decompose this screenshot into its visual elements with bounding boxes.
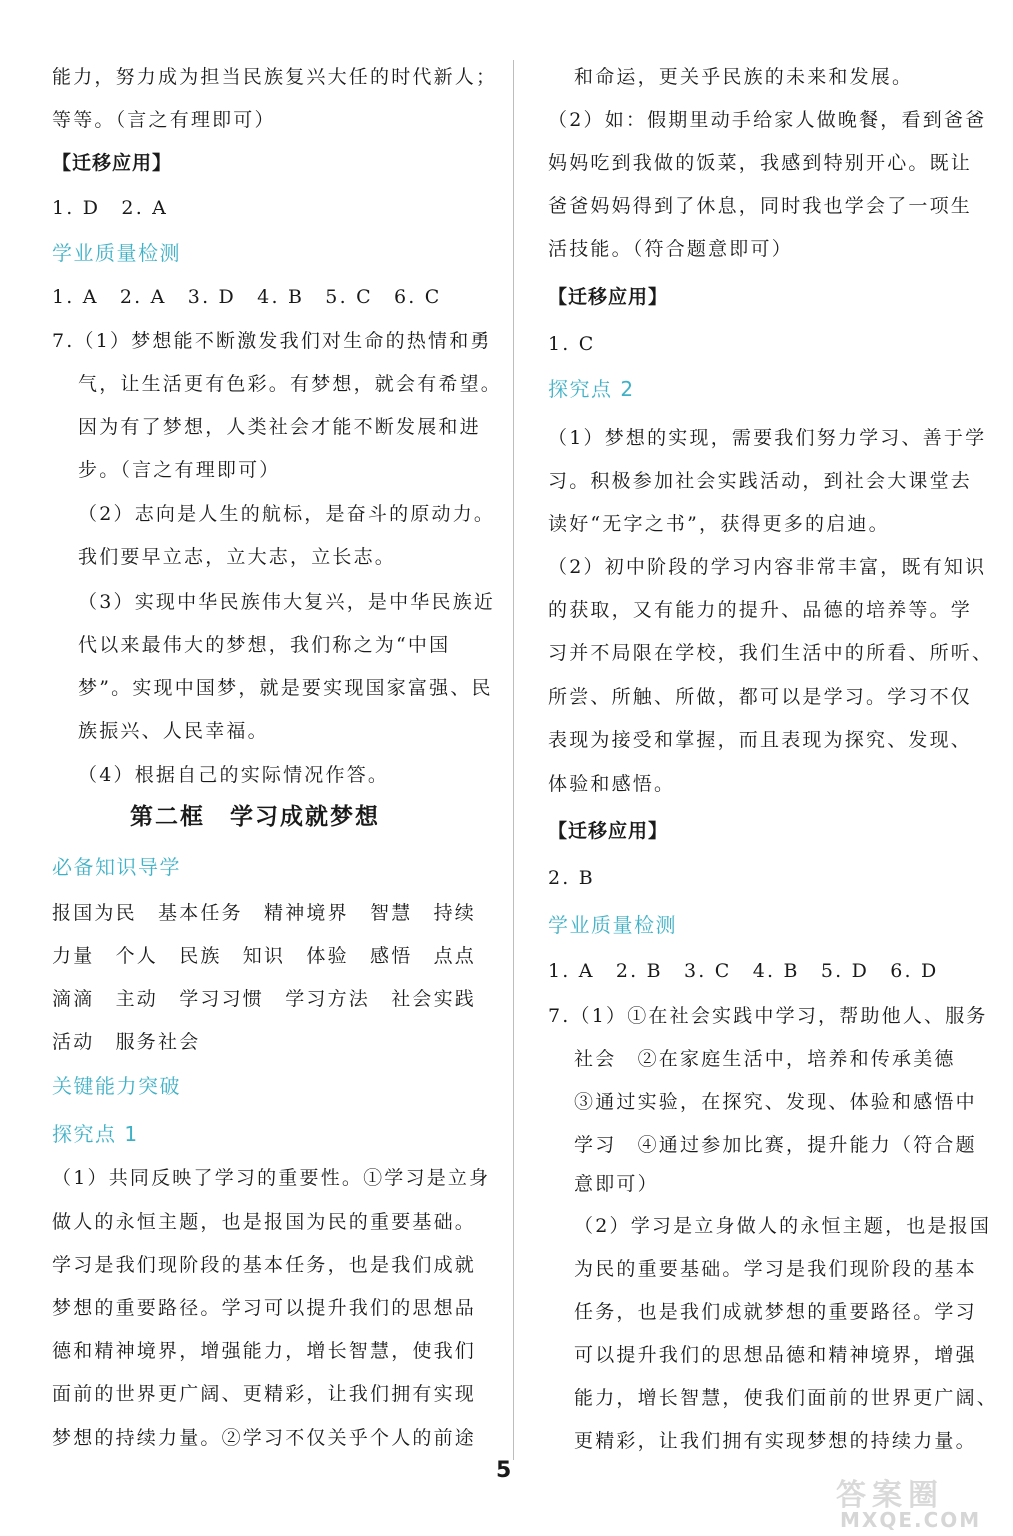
- text-line: 和命运，更关乎民族的未来和发展。: [574, 66, 914, 88]
- watermark-logo: [826, 1470, 1006, 1532]
- answer-line: 1. A 2. B 3. C 4. B 5. D 6. D: [548, 960, 939, 982]
- text-line: 代以来最伟大的梦想，我们称之为“中国: [78, 634, 451, 656]
- section-quality-test: 学业质量检测: [548, 913, 677, 937]
- text-line: 习。积极参加社会实践活动，到社会大课堂去: [548, 470, 973, 492]
- text-line: 学习 ④通过参加比赛，提升能力（符合题: [574, 1134, 977, 1156]
- text-line: 我们要早立志，立大志，立长志。: [78, 546, 397, 568]
- text-line: 的获取，又有能力的提升、品德的培养等。学: [548, 599, 973, 621]
- text-line: 因为有了梦想，人类社会才能不断发展和进: [78, 416, 481, 438]
- text-line: 活技能。（符合题意即可）: [548, 238, 793, 260]
- text-line: ③通过实验，在探究、发现、体验和感悟中: [574, 1091, 977, 1113]
- text-line: 体验和感悟。: [548, 773, 676, 795]
- lesson-title: 第二框 学习成就梦想: [130, 804, 380, 830]
- text-line: （2）志向是人生的航标，是奋斗的原动力。: [78, 503, 496, 525]
- text-line: 7.（1）梦想能不断激发我们对生命的热情和勇: [52, 330, 492, 352]
- column-divider: [513, 60, 514, 1460]
- text-line: 等等。（言之有理即可）: [52, 109, 276, 131]
- text-line: 社会 ②在家庭生活中，培养和传承美德: [574, 1048, 956, 1070]
- section-inquiry-point-1: 探究点 1: [52, 1122, 139, 1146]
- text-line: 意即可）: [574, 1173, 659, 1195]
- keyword-line: 滴滴 主动 学习习惯 学习方法 社会实践: [52, 988, 477, 1010]
- text-line: 做人的永恒主题，也是报国为民的重要基础。: [52, 1211, 477, 1233]
- keyword-line: 活动 服务社会: [52, 1031, 201, 1053]
- text-line: 读好“无字之书”，获得更多的启迪。: [548, 513, 890, 535]
- text-line: （1）共同反映了学习的重要性。①学习是立身: [52, 1167, 491, 1189]
- text-line: 爸爸妈妈得到了休息，同时我也学会了一项生: [548, 195, 973, 217]
- text-line: 任务，也是我们成就梦想的重要路径。学习: [574, 1301, 977, 1323]
- text-line: （2）如：假期里动手给家人做晚餐，看到爸爸: [548, 109, 987, 131]
- text-line: 能力，努力成为担当民族复兴大任的时代新人；: [52, 66, 498, 88]
- text-line: （4）根据自己的实际情况作答。: [78, 764, 390, 786]
- text-line: 梦想的重要路径。学习可以提升我们的思想品: [52, 1297, 477, 1319]
- text-line: 梦想的持续力量。②学习不仅关乎个人的前途: [52, 1427, 477, 1449]
- text-line: 更精彩，让我们拥有实现梦想的持续力量。: [574, 1430, 977, 1452]
- text-line: （2）学习是立身做人的永恒主题，也是报国: [574, 1215, 992, 1237]
- text-line: 为民的重要基础。学习是我们现阶段的基本: [574, 1258, 977, 1280]
- answer-line: 1. A 2. A 3. D 4. B 5. C 6. C: [52, 286, 442, 308]
- text-line: 可以提升我们的思想品德和精神境界，增强: [574, 1344, 977, 1366]
- text-line: （1）梦想的实现，需要我们努力学习、善于学: [548, 427, 987, 449]
- section-quality-test: 学业质量检测: [52, 241, 181, 265]
- keyword-line: 报国为民 基本任务 精神境界 智慧 持续: [52, 902, 477, 924]
- answer-line: 1. D 2. A: [52, 197, 169, 219]
- text-line: 族振兴、人民幸福。: [78, 720, 269, 742]
- text-line: 表现为接受和掌握，而且表现为探究、发现、: [548, 729, 973, 751]
- section-key-ability: 关键能力突破: [52, 1074, 181, 1098]
- text-line: 妈妈吃到我做的饭菜，我感到特别开心。既让: [548, 152, 973, 174]
- section-inquiry-point-2: 探究点 2: [548, 377, 635, 401]
- text-line: 德和精神境界，增强能力，增长智慧，使我们: [52, 1340, 477, 1362]
- heading-transfer-application: 【迁移应用】: [548, 820, 669, 842]
- text-line: 步。（言之有理即可）: [78, 459, 281, 481]
- heading-transfer-application: 【迁移应用】: [52, 152, 173, 174]
- text-line: 7.（1）①在社会实践中学习，帮助他人、服务: [548, 1005, 988, 1027]
- watermark-logo-text: 答案圈: [836, 1478, 944, 1513]
- answer-line: 2. B: [548, 867, 595, 889]
- watermark-url: MXQE.COM: [840, 1508, 982, 1532]
- text-line: 习并不局限在学校，我们生活中的所看、所听、: [548, 642, 994, 664]
- text-line: 学习是我们现阶段的基本任务，也是我们成就: [52, 1254, 477, 1276]
- text-line: （2）初中阶段的学习内容非常丰富，既有知识: [548, 556, 987, 578]
- text-line: 能力，增长智慧，使我们面前的世界更广阔、: [574, 1387, 999, 1409]
- page-number: 5: [496, 1458, 512, 1483]
- text-line: 面前的世界更广阔、更精彩，让我们拥有实现: [52, 1383, 477, 1405]
- text-line: 所尝、所触、所做，都可以是学习。学习不仅: [548, 686, 973, 708]
- heading-transfer-application: 【迁移应用】: [548, 286, 669, 308]
- text-line: 梦”。实现中国梦，就是要实现国家富强、民: [78, 677, 493, 699]
- text-line: （3）实现中华民族伟大复兴，是中华民族近: [78, 591, 496, 613]
- keyword-line: 力量 个人 民族 知识 体验 感悟 点点: [52, 945, 477, 967]
- text-line: 气，让生活更有色彩。有梦想，就会有希望。: [78, 373, 503, 395]
- answer-line: 1. C: [548, 333, 596, 355]
- section-knowledge-guide: 必备知识导学: [52, 855, 181, 879]
